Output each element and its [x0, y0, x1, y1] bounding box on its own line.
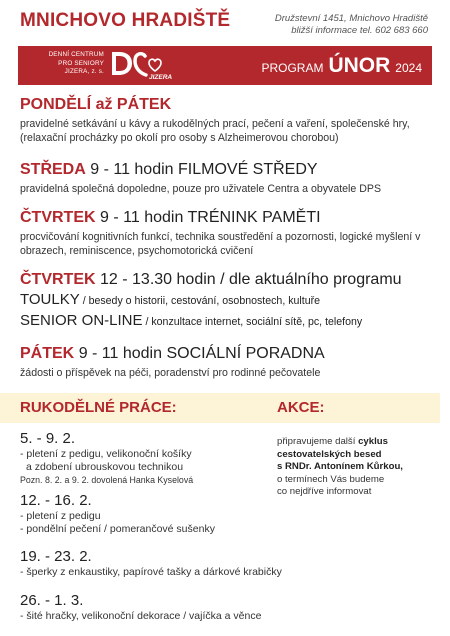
program-year: 2024	[395, 61, 422, 75]
section-desc: žádosti o příspěvek na péči, poradenství pro rodinné pečovatele	[20, 367, 321, 379]
craft-item: - šperky z enkaustiky, papírové tašky a dárkové krabičky	[20, 566, 282, 578]
senior-online-title: SENIOR ON-LINE	[20, 312, 143, 329]
page-title: MNICHOVO HRADIŠTĚ	[20, 10, 231, 31]
program-banner	[18, 46, 432, 85]
section-friday	[20, 344, 435, 380]
akce-line: připravujeme další	[277, 436, 359, 447]
craft-item: a zdobení ubrouskovou technikou	[26, 461, 184, 473]
craft-week	[20, 492, 270, 536]
senior-online-line	[20, 311, 435, 332]
program-word: PROGRAM	[261, 61, 324, 75]
craft-item: - šité hračky, velikonoční dekorace / vajíčka a věnce	[20, 610, 262, 622]
toulky-title: TOULKY	[20, 291, 80, 308]
logo-heart-icon	[109, 49, 181, 81]
dc-jizera-logo	[109, 49, 181, 81]
akce-bold: cestovatelských besed	[277, 448, 382, 460]
akce-bold: s RNDr. Antonínem Kůrkou,	[277, 461, 403, 472]
craft-week	[20, 548, 440, 579]
craft-week	[20, 592, 440, 623]
svg-text:JIZERA: JIZERA	[149, 74, 173, 81]
centre-line: PRO SENIORY	[58, 59, 104, 67]
address: Družstevní 1451, Mnichovo Hradiště	[274, 13, 428, 24]
craft-week	[20, 430, 270, 486]
craft-date: 19. - 23. 2.	[20, 548, 92, 565]
craft-date: 5. - 9. 2.	[20, 430, 76, 447]
day-name: PONDĚLÍ až PÁTEK	[20, 96, 172, 113]
akce-heading: AKCE:	[277, 399, 325, 416]
centre-name	[18, 51, 104, 77]
program-label	[261, 54, 422, 78]
day-name: PÁTEK	[20, 345, 75, 362]
section-title: 9 - 11 hodin FILMOVÉ STŘEDY	[90, 161, 318, 178]
section-weekdays	[20, 95, 435, 145]
section-thursday-memory	[20, 208, 435, 258]
toulky-desc: / besedy o historii, cestování, osobnostech, kultuře	[79, 295, 321, 307]
craft-item: - pletení z pedigu	[20, 510, 101, 522]
akce-bold: cyklus	[358, 436, 388, 447]
section-desc: pravidelné setkávání u kávy a rukodělných prací, pečení a vaření, společenské hry, (relaxační procházky po okolí pro osoby s Alzheimerovou chorobou)	[20, 118, 410, 144]
centre-line: DENNÍ CENTRUM	[48, 51, 104, 58]
craft-item: - pondělní pečení / pomerančové sušenky	[20, 523, 215, 535]
day-name: ČTVRTEK	[20, 271, 96, 288]
section-desc: procvičování kognitivních funkcí, technika soustředění a pozornosti, logické myšlení v obrazech, reminiscence, psychomotorická cvičení	[20, 231, 421, 257]
section-thursday-program	[20, 270, 435, 332]
craft-item: - pletení z pedigu, velikonoční košíky	[20, 448, 192, 460]
section-title: 9 - 11 hodin SOCIÁLNÍ PORADNA	[78, 345, 325, 362]
centre-line: JIZERA, z. s.	[64, 68, 104, 75]
section-wednesday	[20, 160, 435, 196]
section-title: 9 - 11 hodin TRÉNINK PAMĚTI	[100, 209, 321, 226]
senior-online-desc: / konzultace internet, sociální sítě, pc, telefony	[142, 316, 363, 328]
program-month: ÚNOR	[328, 54, 391, 77]
craft-date: 26. - 1. 3.	[20, 592, 84, 609]
section-title: 12 - 13.30 hodin / dle aktuálního programu	[100, 271, 402, 288]
crafts-heading: RUKODĚLNÉ PRÁCE:	[20, 399, 177, 416]
akce-text	[277, 436, 437, 499]
akce-line: o termínech Vás budeme	[277, 473, 385, 485]
section-desc: pravidelná společná dopoledne, pouze pro uživatele Centra a obyvatele DPS	[20, 183, 382, 195]
phone-info: bližší informace tel. 602 683 660	[291, 25, 428, 36]
craft-date: 12. - 16. 2.	[20, 492, 92, 509]
craft-note: Pozn. 8. 2. a 9. 2. dovolená Hanka Kyselová	[20, 475, 194, 485]
akce-line: co nejdříve informovat	[277, 486, 372, 497]
toulky-line	[20, 290, 435, 311]
day-name: STŘEDA	[20, 161, 86, 178]
contact-info	[275, 13, 428, 37]
day-name: ČTVRTEK	[20, 209, 96, 226]
